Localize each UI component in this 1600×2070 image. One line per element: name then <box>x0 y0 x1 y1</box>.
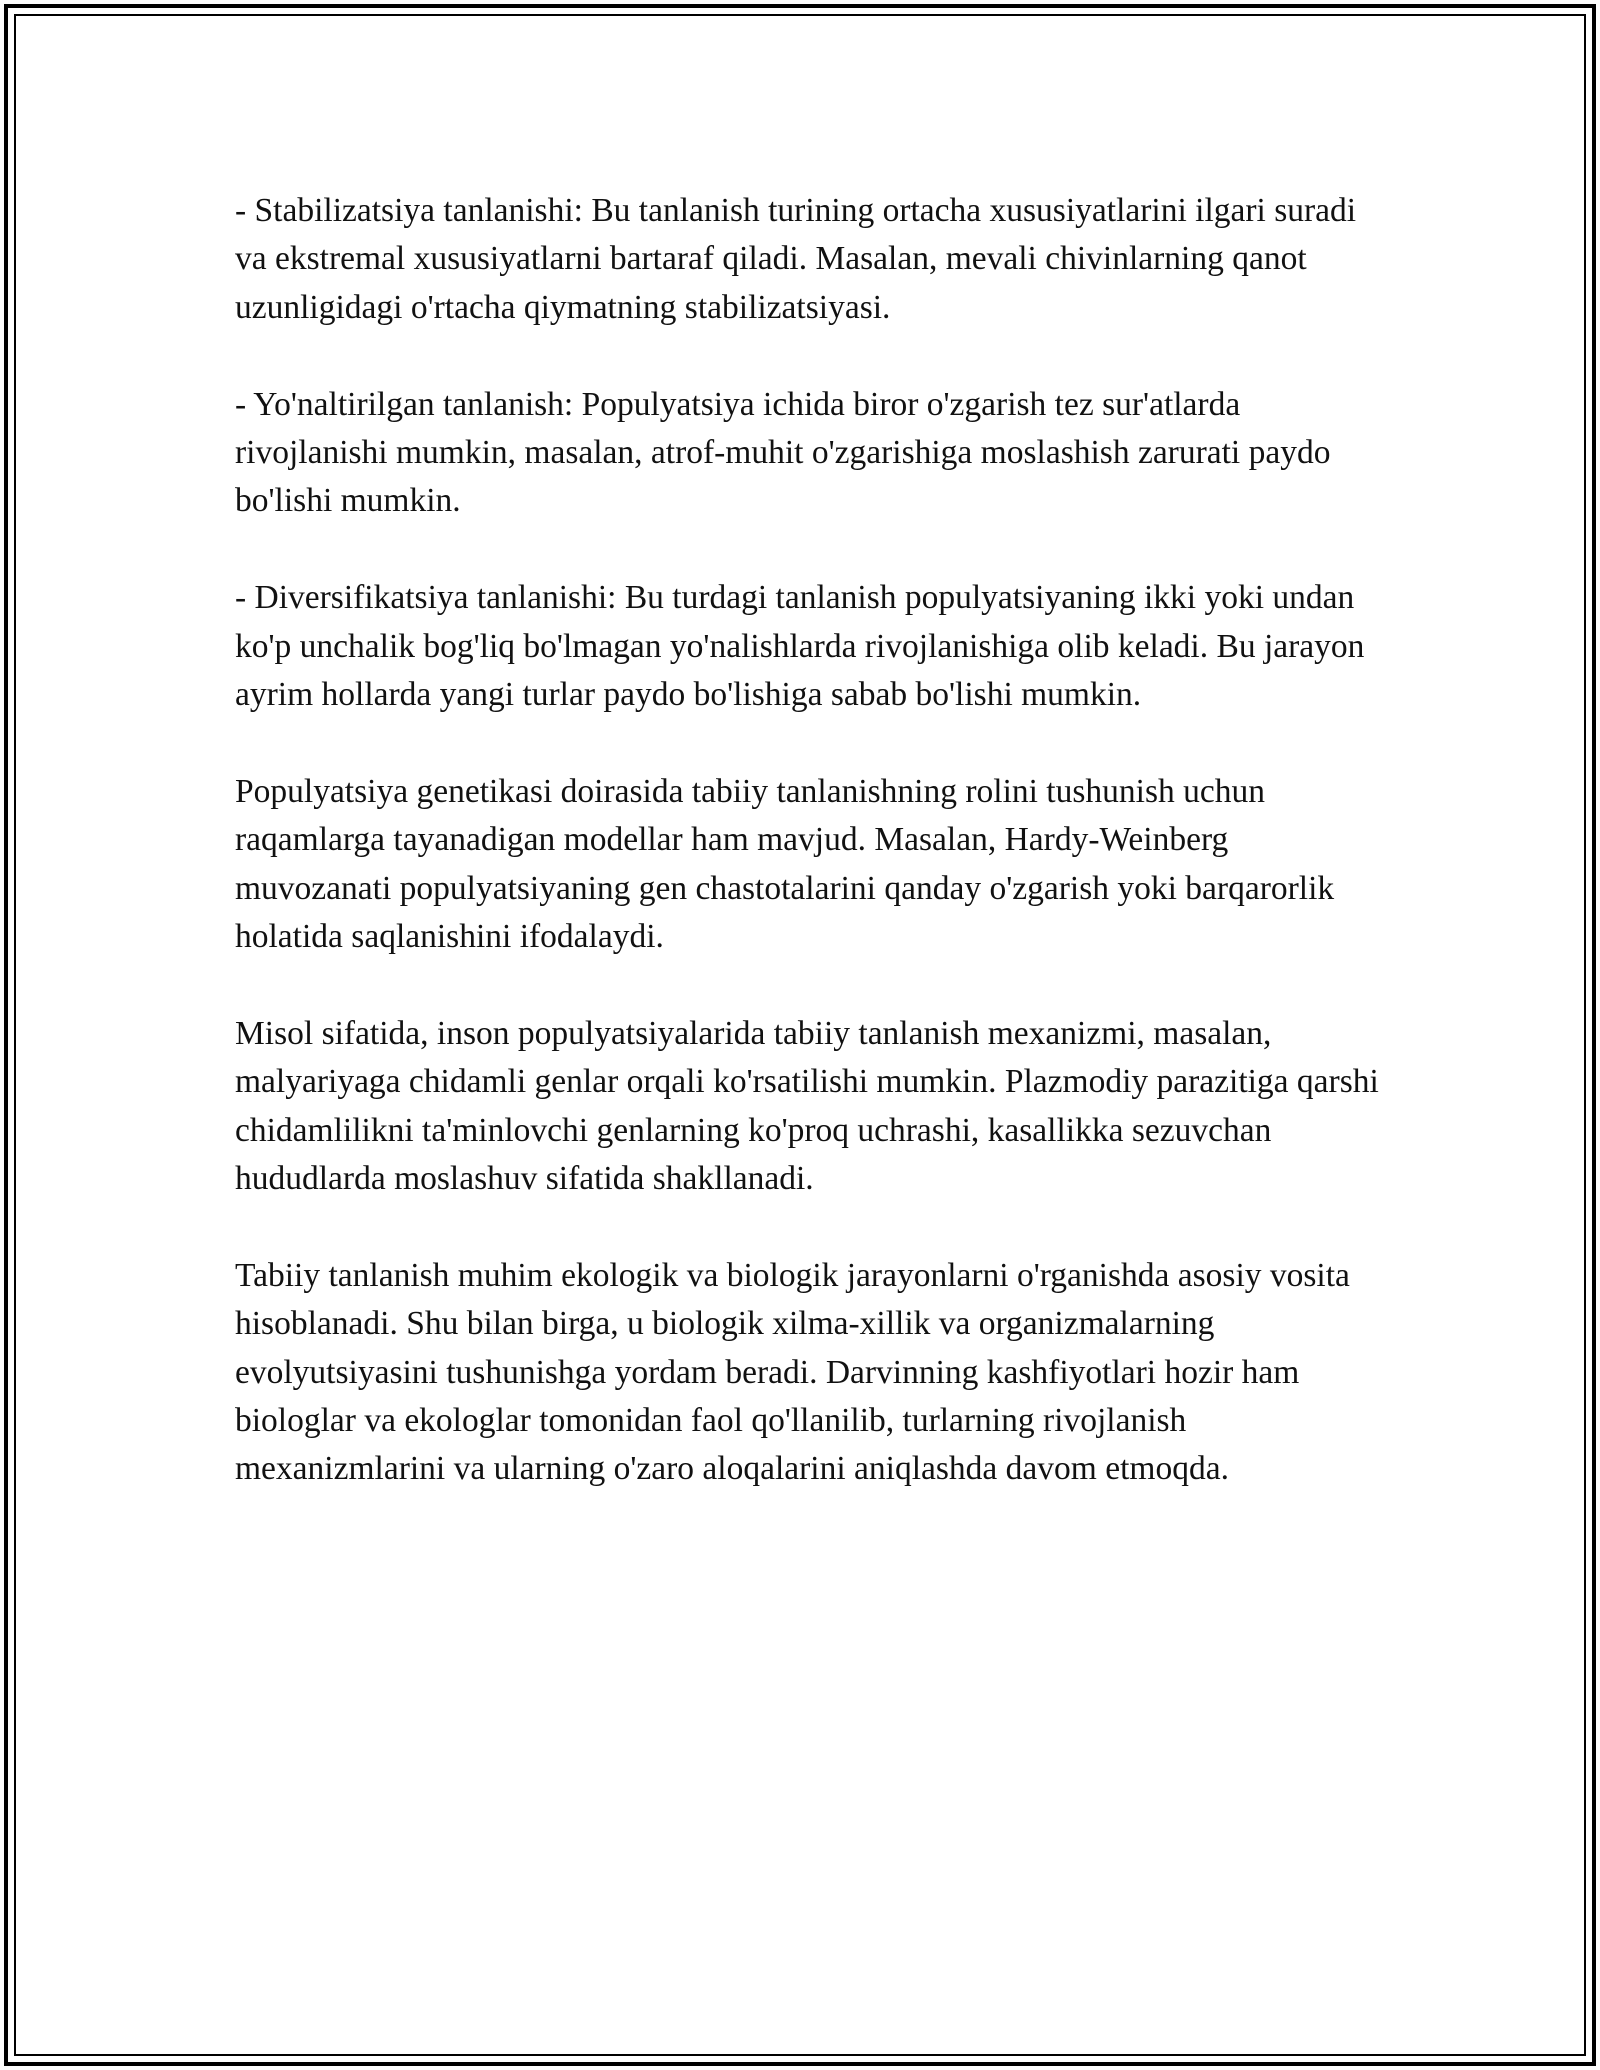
paragraph-stabilizing-selection: - Stabilizatsiya tanlanishi: Bu tanlanish turining ortacha xususiyatlarini ilgari suradi va ekstremal xususiyatlarni bartaraf qiladi. Masalan, mevali chivinlarning qanot uzunligidagi o'rtacha qiymatning stabilizatsiyasi. <box>235 192 1357 326</box>
document-body <box>235 187 1385 1494</box>
paragraph-conclusion: Tabiiy tanlanish muhim ekologik va biologik jarayonlarni o'rganishda asosiy vosita hisoblanadi. Shu bilan birga, u biologik xilma-xillik va organizmalarning evolyutsiyasini tushunishga yordam beradi. Darvinning kashfiyotlari hozir ham biologlar va ekologlar tomonidan faol qo'llanilib, turlarning rivojlanish mexanizmlarini va ularning o'zaro aloqalarini aniqlashda davom etmoqda. <box>235 1256 1350 1488</box>
paragraph-diversifying-selection: - Diversifikatsiya tanlanishi: Bu turdagi tanlanish populyatsiyaning ikki yoki undan ko'p unchalik bog'liq bo'lmagan yo'nalishlarda rivojlanishiga olib keladi. Bu jarayon ayrim hollarda yangi turlar paydo bo'lishiga sabab bo'lishi mumkin. <box>235 579 1365 714</box>
paragraph-directional-selection: - Yo'naltirilgan tanlanish: Populyatsiya ichida biror o'zgarish tez sur'atlarda rivojlanishi mumkin, masalan, atrof-muhit o'zgarishiga moslashish zarurati paydo bo'lishi mumkin. <box>235 385 1331 520</box>
paragraph-population-genetics: Populyatsiya genetikasi doirasida tabiiy tanlanishning rolini tushunish uchun raqamlarga tayanadigan modellar ham mavjud. Masalan, Hardy-Weinberg muvozanati populyatsiyaning gen chastotalarini qanday o'zgarish yoki barqarorlik holatida saqlanishini ifodalaydi. <box>235 772 1335 956</box>
paragraph-human-example: Misol sifatida, inson populyatsiyalarida tabiiy tanlanish mexanizmi, masalan, malyariyaga chidamli genlar orqali ko'rsatilishi mumkin. Plazmodiy parazitiga qarshi chidamlilikni ta'minlovchi genlarning ko'proq uchrashi, kasallikka sezuvchan hududlarda moslashuv sifatida shakllanadi. <box>235 1014 1379 1198</box>
